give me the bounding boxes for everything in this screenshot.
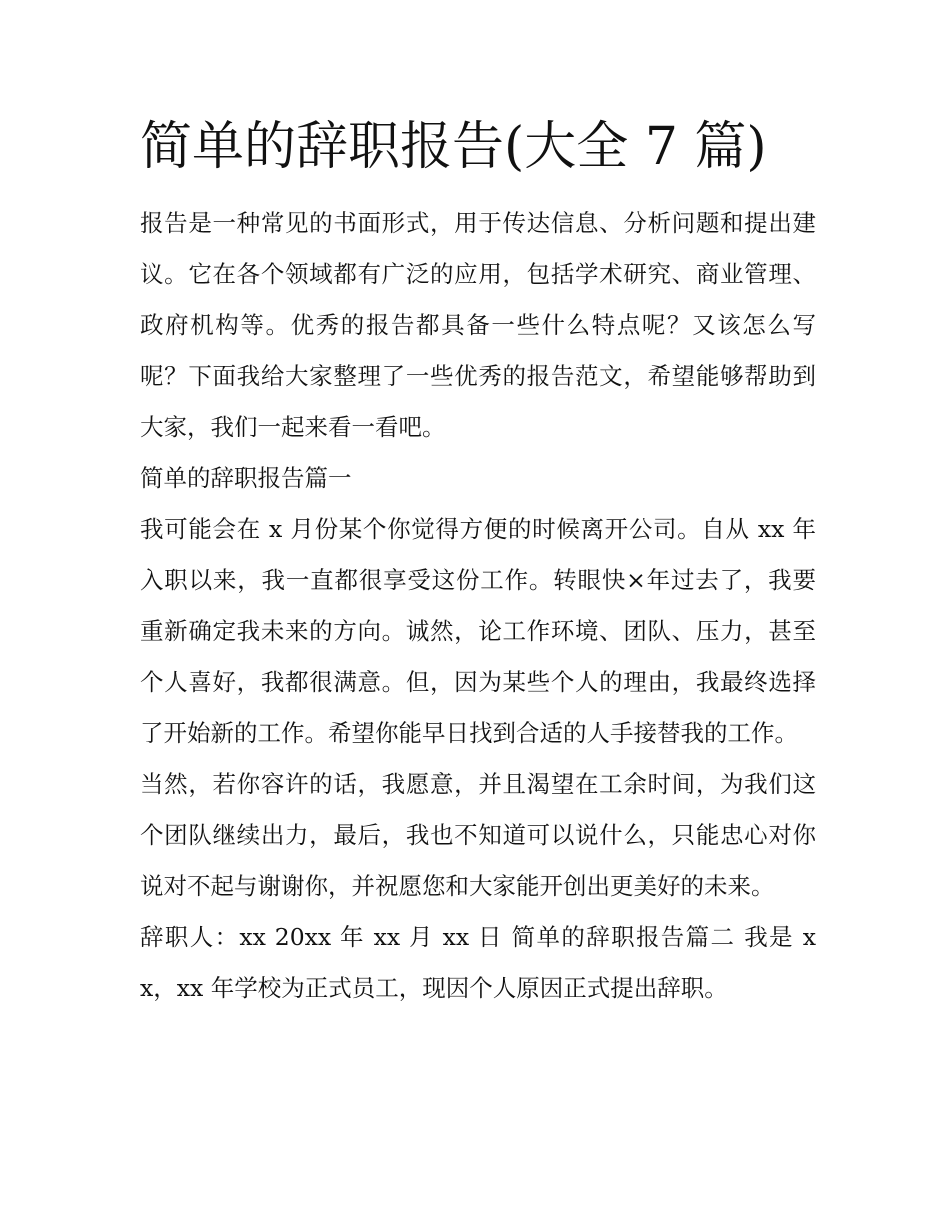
section-heading-1: 简单的辞职报告篇一 [140, 464, 352, 492]
document-page [140, 112, 816, 1014]
body-paragraph: 我可能会在 x 月份某个你觉得方便的时候离开公司。自从 xx 年入职以来，我一直都很享受这份工作。转眼快×年过去了，我要重新确定我未来的方向。诚然，论工作环境、团队、压力，甚至个人喜好，我都很满意。但，因为某些个人的理由，我最终选择了开始新的工作。希望你能早日找到合适的人手接替我的工作。 [140, 515, 816, 747]
signature-paragraph: 辞职人：xx 20xx 年 xx 月 xx 日 简单的辞职报告篇二 我是 xx，xx 年学校为正式员工，现因个人原因正式提出辞职。 [140, 923, 816, 1002]
intro-paragraph: 报告是一种常见的书面形式，用于传达信息、分析问题和提出建议。它在各个领域都有广泛的应用，包括学术研究、商业管理、政府机构等。优秀的报告都具备一些什么特点呢？又该怎么写呢？下面我给大家整理了一些优秀的报告范文，希望能够帮助到大家，我们一起来看一看吧。 [140, 209, 816, 441]
document-title: 简单的辞职报告(大全 7 篇) [140, 117, 767, 177]
body-paragraph: 当然，若你容许的话，我愿意，并且渴望在工余时间，为我们这个团队继续出力，最后，我也不知道可以说什么，只能忠心对你说对不起与谢谢你，并祝愿您和大家能开创出更美好的未来。 [140, 770, 816, 900]
document-body [140, 198, 816, 1014]
